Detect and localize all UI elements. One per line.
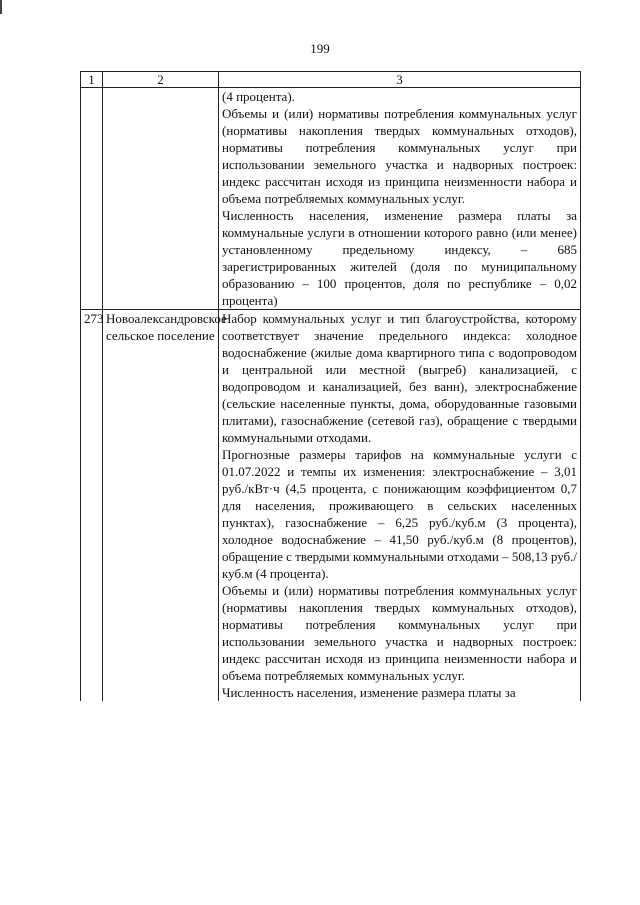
table-row (81, 88, 581, 310)
settlement-name (103, 88, 219, 310)
settlement-name: Новоалександровское сельское поселение (103, 310, 219, 702)
row-number (81, 88, 103, 310)
paragraph: Набор коммунальных услуг и тип благоустройства, которому соответствует значение предельного индекса: холодное водоснабжение (жилые дома квартирного типа с водопроводом и центральной или местной (выгреб) канализацией, с водопроводом и канализацией, без ванн), электроснабжение (сельские населенные пункты, дома, оборудованные газовыми плитами), газоснабжение (сетевой газ), обращение с твердыми коммунальными отходами. (222, 311, 577, 445)
column-header-1: 1 (81, 72, 103, 88)
paragraph: Численность населения, изменение размера платы за (222, 685, 516, 700)
column-header-2: 2 (103, 72, 219, 88)
row-number: 273 (81, 310, 103, 702)
column-header-3: 3 (219, 72, 581, 88)
paragraph: Объемы и (или) нормативы потребления коммунальных услуг (нормативы накопления твердых коммунальных отходов), нормативы потребления коммунальных услуг при использовании земельного участка и надворных построек: индекс рассчитан исходя из принципа неизменности набора и объема потребляемых коммунальных услуг. (222, 583, 577, 683)
paragraph: Прогнозные размеры тарифов на коммунальные услуги с 01.07.2022 и темпы их изменения: электроснабжение – 3,01 руб./кВт·ч (4,5 процента, с понижающим коэффициентом 0,7 для населения, проживающего в сельских населенных пунктах), газоснабжение – 6,25 руб./куб.м (3 процента), холодное водоснабжение – 41,50 руб./куб.м (8 процентов), обращение с твердыми коммунальными отходами – 508,13 руб./куб.м (4 процента). (222, 447, 577, 581)
paragraph: Объемы и (или) нормативы потребления коммунальных услуг (нормативы накопления твердых коммунальных отходов), нормативы потребления коммунальных услуг при использовании земельного участка и надворных построек: индекс рассчитан исходя из принципа неизменности набора и объема потребляемых коммунальных услуг. (222, 106, 577, 206)
table-row (81, 310, 581, 702)
document-table (80, 71, 581, 701)
paragraph: (4 процента). (222, 89, 295, 104)
table-header-row (81, 72, 581, 88)
row-text (219, 310, 581, 702)
scan-edge-mark (0, 0, 2, 14)
page-number: 199 (310, 41, 330, 56)
row-text (219, 88, 581, 310)
paragraph: Численность населения, изменение размера платы за коммунальные услуги в отношении которого равно (или менее) установленному предельному индексу, – 685 зарегистрированных жителей (доля по муниципальному образованию – 100 процентов, доля по республике – 0,02 процента) (222, 208, 577, 308)
